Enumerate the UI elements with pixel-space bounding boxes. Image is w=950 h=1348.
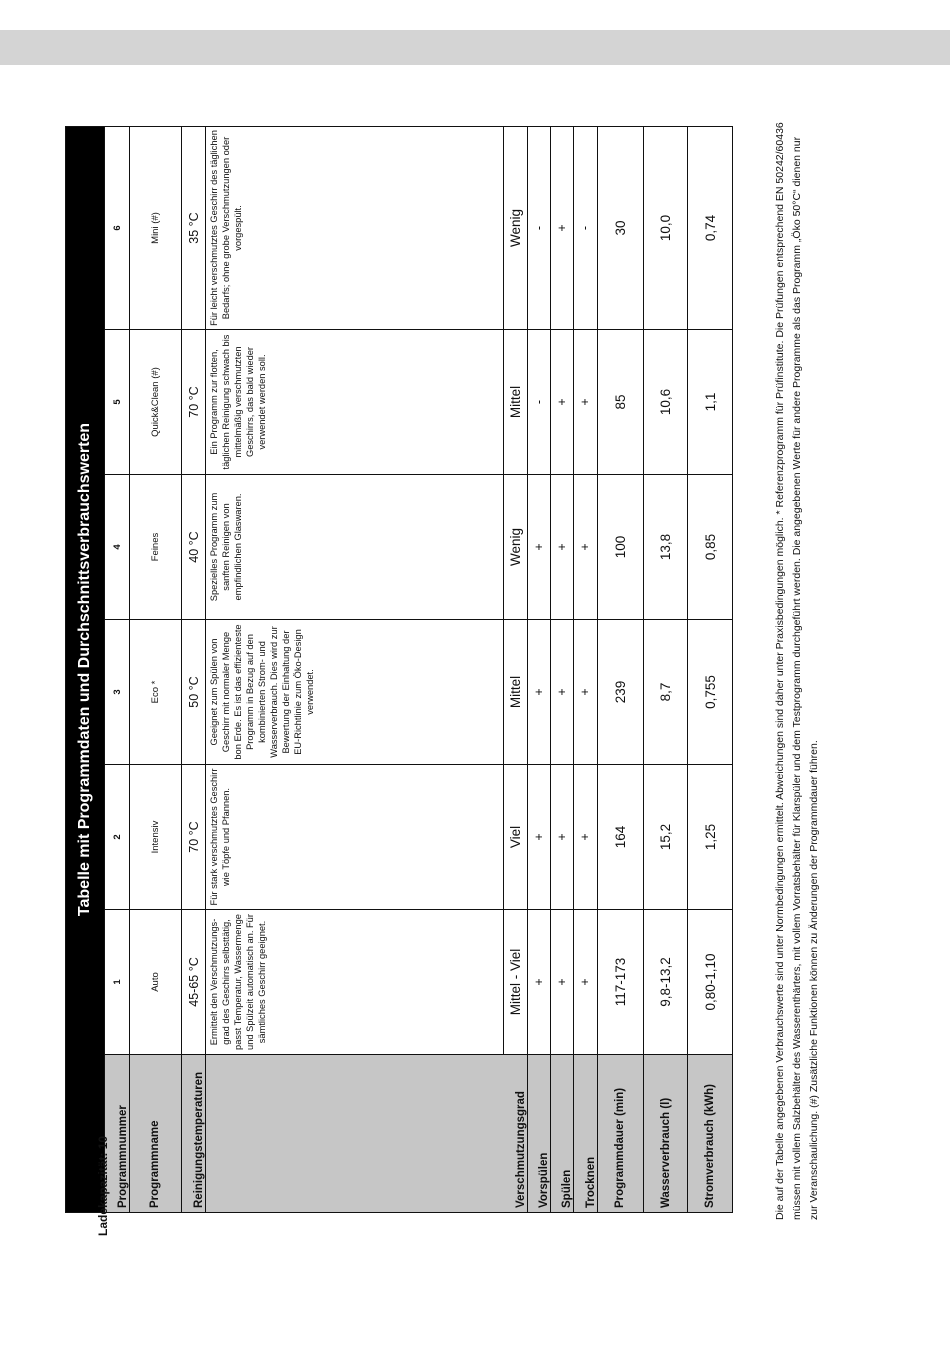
row-label-trocknen: Trocknen (574, 1055, 597, 1213)
table-cell: Wenig (503, 475, 527, 620)
header-bar (0, 30, 950, 65)
table-cell: + (551, 910, 574, 1055)
program-description: Geeignet zum Spülen von Geschirr mit normaler Menge bon Erde. Es ist das effizienteste Programm in Bezug auf den kombinierten Strom- und Wasserverbrauch. Dies wird zur Bewertung der Einhaltung der EU-Richtlinie zum Öko-Design verwendet. (206, 620, 503, 765)
table-cell: 239 (597, 620, 643, 765)
table-cell: 117-173 (597, 910, 643, 1055)
table-cell: + (551, 330, 574, 475)
load-capacity: Ladekapazität: 10 (96, 1135, 110, 1236)
table-row (574, 127, 597, 1213)
table-cell: - (527, 330, 550, 475)
row-label-vorspuelen: Vorspülen (527, 1055, 550, 1213)
table-cell: + (574, 910, 597, 1055)
table-cell: 50 °C (182, 620, 206, 765)
table-cell: 6 (105, 127, 129, 330)
table-cell: 1,1 (688, 330, 733, 475)
program-description: Ermittelt den Verschmutzungs-grad des Geschirrs selbsttätig, passt Temperatur, Wassermenge und Spülzeit automatisch an. Für sämtliches Geschirr geeignet. (206, 910, 503, 1055)
table-cell: 10,0 (644, 127, 688, 330)
table-cell: 35 °C (182, 127, 206, 330)
table-cell: 0,85 (688, 475, 733, 620)
table-cell: Intensiv (129, 765, 182, 910)
table-cell: 13,8 (644, 475, 688, 620)
table-cell: 1,25 (688, 765, 733, 910)
table-row (206, 127, 503, 1213)
table-cell: 70 °C (182, 330, 206, 475)
footnote-text: Die auf der Tabelle angegebenen Verbrauchswerte sind unter Normbedingungen ermittelt. Abweichungen sind daher unter Praxisbedingungen möglich. * Referenzprogramm für Prüfinstitute. Die Prüfungen entsprechend EN 50242/60436 müssen mit vollem Salzbehälter des Wasserenthärters, mit vollem Vorratsbehälter für Klarspüler und dem Testprogramm durchgeführt werden. Die angegebenen Werte für andere Programme als das Programm „Öko 50°C“ dienen nur zur Veranschaulichung. (#) Zusätzliche Funktionen können zu Änderungen der Programmdauer führen. (774, 122, 820, 1220)
table-row (527, 127, 550, 1213)
table-cell: + (551, 475, 574, 620)
table-cell: Mittel (503, 330, 527, 475)
table-row (105, 127, 129, 1213)
table-cell: Mittel (503, 620, 527, 765)
program-table-container (65, 127, 733, 1213)
table-cell: 45-65 °C (182, 910, 206, 1055)
table-cell: + (527, 910, 550, 1055)
table-cell: - (574, 127, 597, 330)
table-cell: 3 (105, 620, 129, 765)
row-label-programmnummer: Programmnummer (105, 1055, 129, 1213)
table-row (182, 127, 206, 1213)
program-description: Für stark verschmutztes Geschirr wie Töpfe und Pfannen. (206, 765, 503, 910)
row-label-programmdauer: Programmdauer (min) (597, 1055, 643, 1213)
table-cell: 2 (105, 765, 129, 910)
program-data-table (65, 126, 733, 1213)
row-label-stromverbrauch: Stromverbrauch (kWh) (688, 1055, 733, 1213)
table-cell: + (574, 475, 597, 620)
table-cell: Mini (#) (129, 127, 182, 330)
row-label-temperatur: Reinigungstemperaturen (182, 1055, 206, 1213)
table-cell: + (527, 620, 550, 765)
table-cell: Auto (129, 910, 182, 1055)
table-cell: 70 °C (182, 765, 206, 910)
row-label-spuelen: Spülen (551, 1055, 574, 1213)
table-cell: + (527, 765, 550, 910)
table-cell: 10,6 (644, 330, 688, 475)
table-cell: 0,755 (688, 620, 733, 765)
row-label-wasserverbrauch: Wasserverbrauch (l) (644, 1055, 688, 1213)
table-cell: - (527, 127, 550, 330)
table-cell: 0,74 (688, 127, 733, 330)
table-cell: Mittel - Viel (503, 910, 527, 1055)
table-cell: + (551, 765, 574, 910)
table-cell: 15,2 (644, 765, 688, 910)
row-label-verschmutzungsgrad: Verschmutzungsgrad (206, 1055, 527, 1213)
table-cell: Feines (129, 475, 182, 620)
table-cell: Wenig (503, 127, 527, 330)
table-cell: 85 (597, 330, 643, 475)
table-cell: Quick&Clean (#) (129, 330, 182, 475)
table-row (597, 127, 643, 1213)
table-cell: Eco * (129, 620, 182, 765)
program-description: Ein Programm zur flotten, täglichen Reinigung schwach bis mittelmäßig verschmutzten Geschirrs, das bald wieder verwendet werden soll. (206, 330, 503, 475)
table-cell: 1 (105, 910, 129, 1055)
table-cell: 0,80-1,10 (688, 910, 733, 1055)
table-row (551, 127, 574, 1213)
table-cell: 9,8-13,2 (644, 910, 688, 1055)
table-cell: 4 (105, 475, 129, 620)
table-row (503, 127, 527, 1213)
table-title: Tabelle mit Programmdaten und Durchschnittsverbrauchswerten (66, 127, 105, 1213)
table-cell: + (527, 475, 550, 620)
table-cell: 5 (105, 330, 129, 475)
table-cell: 100 (597, 475, 643, 620)
table-cell: + (574, 330, 597, 475)
table-cell: Viel (503, 765, 527, 910)
table-cell: + (551, 620, 574, 765)
table-cell: 164 (597, 765, 643, 910)
table-cell: + (551, 127, 574, 330)
program-description: Für leicht verschmutztes Geschirr des täglichen Bedarfs; ohne grobe Verschmutzungen oder vorgespült. (206, 127, 503, 330)
table-cell: 40 °C (182, 475, 206, 620)
table-row (129, 127, 182, 1213)
table-cell: 8,7 (644, 620, 688, 765)
table-cell: + (574, 765, 597, 910)
table-row (644, 127, 688, 1213)
table-cell: 30 (597, 127, 643, 330)
table-cell: + (574, 620, 597, 765)
table-row (688, 127, 733, 1213)
row-label-programmname: Programmname (129, 1055, 182, 1213)
program-description: Spezielles Programm zum sanften Reinigen von empfindlichen Glaswaren. (206, 475, 503, 620)
